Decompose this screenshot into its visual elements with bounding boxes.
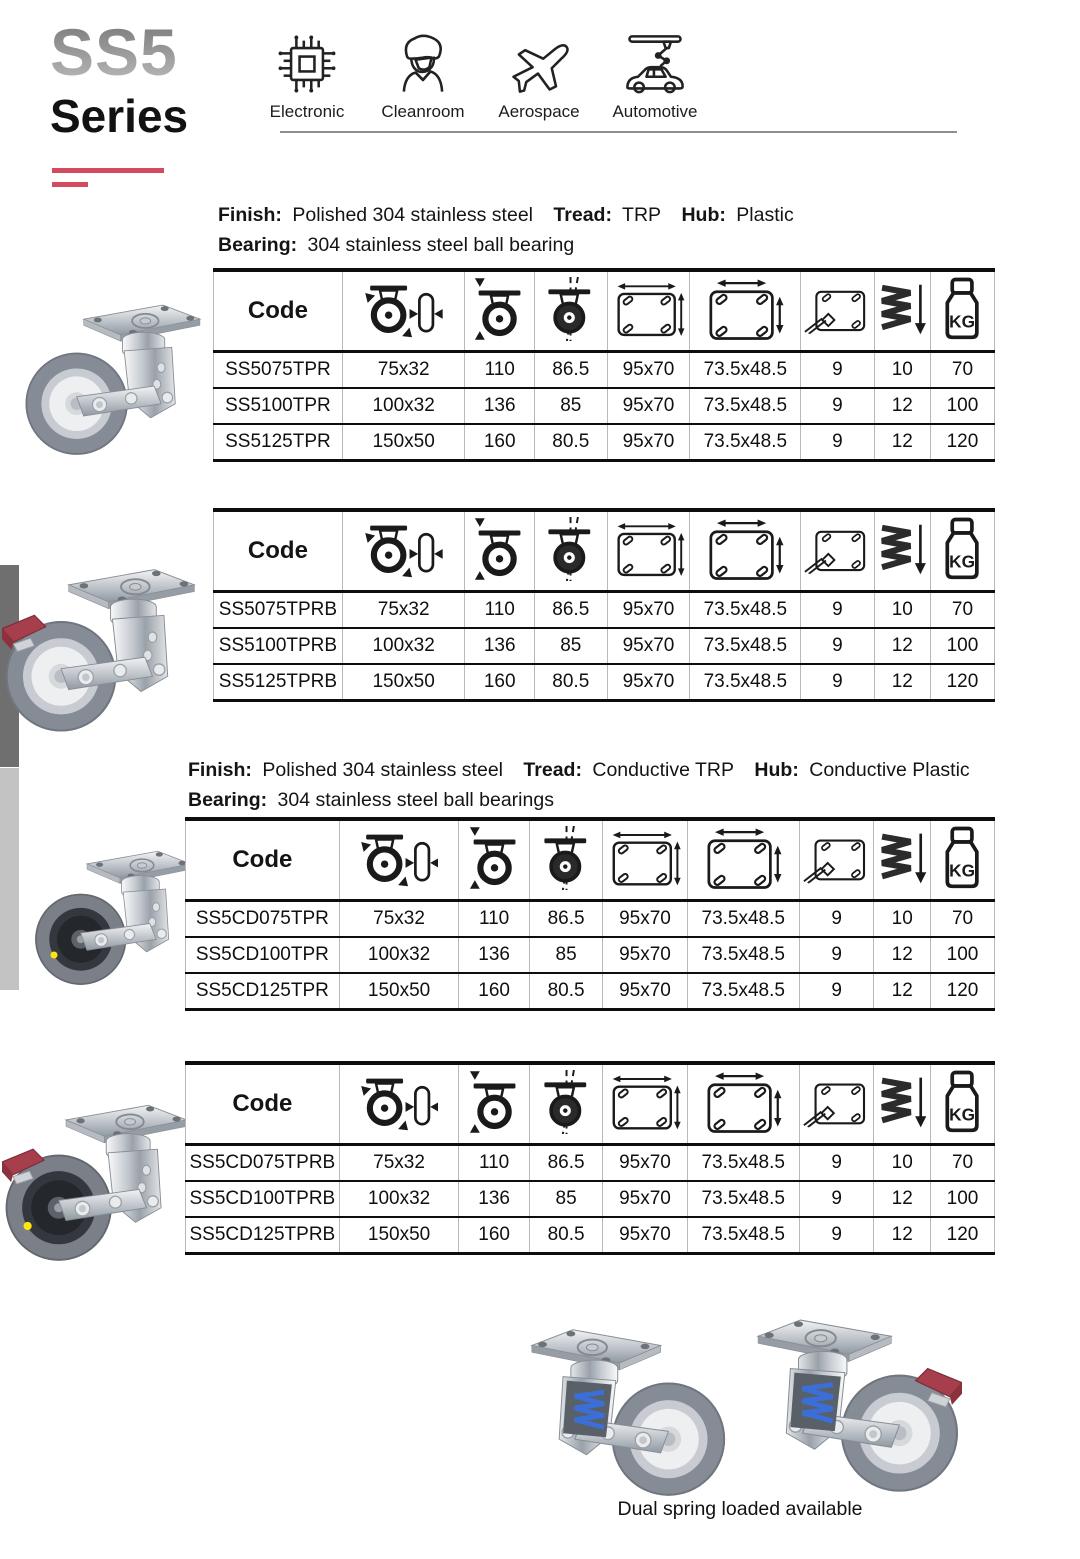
spec-table-standard-swivel: [213, 268, 995, 462]
spring-deflection-icon: [874, 270, 930, 352]
value-cell: 73.5x48.5: [687, 901, 799, 938]
plate-size-icon: [607, 510, 690, 592]
load-capacity-kg-icon: [931, 1063, 995, 1145]
table-header-row: [214, 510, 995, 592]
value-cell: 73.5x48.5: [687, 1145, 799, 1182]
value-cell: 10: [874, 1145, 931, 1182]
caster-photo-dual-spring-brake: [750, 1312, 962, 1499]
spec-line-1: [218, 200, 799, 230]
value-cell: 9: [799, 937, 873, 973]
table-row: [186, 1181, 995, 1217]
code-cell: SS5075TPRB: [214, 592, 343, 629]
wheel-diameter-width-icon: [339, 1063, 459, 1145]
value-cell: 12: [874, 1217, 931, 1254]
spec-line-1: [188, 755, 975, 785]
value-cell: 73.5x48.5: [687, 1217, 799, 1254]
section1-spec-text: [218, 200, 799, 260]
code-header: Code: [214, 510, 343, 592]
application-label: Electronic: [269, 102, 345, 121]
bolt-hole-spacing-icon: [690, 270, 801, 352]
value-cell: 10: [874, 901, 931, 938]
table-header-row: [186, 1063, 995, 1145]
hub-label: Hub:: [754, 759, 799, 781]
table-row: [214, 424, 995, 461]
wheel-diameter-width-icon: [339, 819, 459, 901]
bolt-hole-spacing-icon: [687, 1063, 799, 1145]
value-cell: 73.5x48.5: [687, 937, 799, 973]
value-cell: 160: [465, 424, 535, 461]
application-label: Aerospace: [498, 102, 580, 121]
table-row: [186, 1217, 995, 1254]
table-row: [186, 937, 995, 973]
cleanroom-worker-icon: [389, 28, 457, 100]
code-header: Code: [186, 819, 340, 901]
caster-photo-conductive-brake: [2, 1098, 194, 1267]
value-cell: 100x32: [339, 937, 459, 973]
finish-label: Finish:: [188, 759, 252, 781]
hub-value: Plastic: [736, 204, 794, 226]
mounting-height-icon: [465, 510, 535, 592]
table-body: [214, 592, 995, 701]
code-cell: SS5CD100TPRB: [186, 1181, 340, 1217]
spec-table-conductive-swivel: [185, 817, 995, 1011]
wheel-diameter-width-icon: [342, 510, 465, 592]
value-cell: 9: [801, 352, 874, 389]
value-cell: 95x70: [607, 352, 690, 389]
value-cell: 9: [801, 388, 874, 424]
value-cell: 12: [874, 664, 930, 701]
code-cell: SS5100TPR: [214, 388, 343, 424]
value-cell: 95x70: [607, 388, 690, 424]
value-cell: 160: [465, 664, 535, 701]
value-cell: 86.5: [529, 1145, 603, 1182]
value-cell: 150x50: [342, 424, 465, 461]
value-cell: 120: [930, 424, 994, 461]
finish-value: Polished 304 stainless steel: [262, 759, 503, 781]
spring-deflection-icon: [874, 510, 930, 592]
code-header: Code: [186, 1063, 340, 1145]
value-cell: 86.5: [534, 592, 607, 629]
value-cell: 9: [799, 1145, 873, 1182]
value-cell: 80.5: [529, 973, 603, 1010]
value-cell: 95x70: [607, 628, 690, 664]
value-cell: 100: [931, 1181, 995, 1217]
side-bar-light: [0, 768, 19, 990]
application-cleanroom: [372, 28, 474, 122]
value-cell: 80.5: [534, 664, 607, 701]
value-cell: 9: [801, 592, 874, 629]
caster-photo-dual-spring: [524, 1322, 729, 1503]
value-cell: 9: [799, 973, 873, 1010]
value-cell: 73.5x48.5: [690, 388, 801, 424]
code-cell: SS5075TPR: [214, 352, 343, 389]
value-cell: 85: [529, 1181, 603, 1217]
table-row: [186, 973, 995, 1010]
value-cell: 136: [459, 1181, 529, 1217]
table-row: [214, 664, 995, 701]
code-header: Code: [214, 270, 343, 352]
value-cell: 110: [465, 352, 535, 389]
caster-photo-swivel: [22, 298, 207, 461]
value-cell: 12: [874, 388, 930, 424]
bearing-label: Bearing:: [188, 789, 268, 811]
value-cell: 95x70: [603, 901, 687, 938]
load-capacity-kg-icon: [931, 819, 995, 901]
table-row: [186, 901, 995, 938]
value-cell: 75x32: [339, 1145, 459, 1182]
bolt-hole-diameter-icon: [801, 510, 874, 592]
value-cell: 9: [801, 664, 874, 701]
value-cell: 100: [930, 628, 994, 664]
value-cell: 9: [801, 628, 874, 664]
value-cell: 80.5: [529, 1217, 603, 1254]
value-cell: 70: [931, 901, 995, 938]
value-cell: 9: [799, 1217, 873, 1254]
value-cell: 86.5: [534, 352, 607, 389]
bearing-value: 304 stainless steel ball bearing: [307, 234, 575, 256]
value-cell: 160: [459, 1217, 529, 1254]
value-cell: 95x70: [603, 973, 687, 1010]
value-cell: 100x32: [342, 388, 465, 424]
value-cell: 100x32: [339, 1181, 459, 1217]
plate-size-icon: [603, 1063, 687, 1145]
spec-line-2: [188, 785, 975, 815]
value-cell: 9: [801, 424, 874, 461]
value-cell: 136: [465, 628, 535, 664]
value-cell: 12: [874, 1181, 931, 1217]
value-cell: 136: [465, 388, 535, 424]
value-cell: 73.5x48.5: [687, 973, 799, 1010]
value-cell: 70: [930, 592, 994, 629]
value-cell: 12: [874, 424, 930, 461]
finish-value: Polished 304 stainless steel: [292, 204, 533, 226]
wheel-diameter-width-icon: [342, 270, 465, 352]
code-cell: SS5CD075TPRB: [186, 1145, 340, 1182]
application-label: Cleanroom: [381, 102, 465, 121]
plate-size-icon: [607, 270, 690, 352]
value-cell: 95x70: [603, 1145, 687, 1182]
value-cell: 100: [930, 388, 994, 424]
value-cell: 86.5: [529, 901, 603, 938]
series-code: SS5: [50, 18, 250, 87]
caster-photo-conductive: [32, 845, 197, 990]
swivel-radius-icon: [534, 270, 607, 352]
value-cell: 95x70: [603, 1217, 687, 1254]
swivel-radius-icon: [529, 819, 603, 901]
value-cell: 110: [465, 592, 535, 629]
spring-deflection-icon: [874, 1063, 931, 1145]
code-cell: SS5125TPRB: [214, 664, 343, 701]
bearing-label: Bearing:: [218, 234, 298, 256]
code-cell: SS5100TPRB: [214, 628, 343, 664]
value-cell: 85: [529, 937, 603, 973]
value-cell: 12: [874, 937, 931, 973]
value-cell: 100: [931, 937, 995, 973]
bolt-hole-spacing-icon: [687, 819, 799, 901]
value-cell: 70: [930, 352, 994, 389]
table-row: [214, 352, 995, 389]
value-cell: 95x70: [603, 937, 687, 973]
mounting-height-icon: [465, 270, 535, 352]
hub-value: Conductive Plastic: [809, 759, 970, 781]
application-icons-row: [256, 28, 706, 122]
value-cell: 95x70: [607, 664, 690, 701]
table-header-row: [186, 819, 995, 901]
value-cell: 73.5x48.5: [690, 592, 801, 629]
table-row: [214, 628, 995, 664]
accent-line-long: [52, 168, 164, 173]
value-cell: 100x32: [342, 628, 465, 664]
tread-value: TRP: [622, 204, 662, 226]
value-cell: 75x32: [339, 901, 459, 938]
value-cell: 75x32: [342, 592, 465, 629]
value-cell: 10: [874, 592, 930, 629]
bolt-hole-spacing-icon: [690, 510, 801, 592]
application-aerospace: [488, 28, 590, 122]
robot-arm-car-icon: [621, 28, 689, 100]
accent-line-short: [52, 182, 88, 187]
value-cell: 120: [931, 1217, 995, 1254]
table-header-row: [214, 270, 995, 352]
value-cell: 12: [874, 628, 930, 664]
value-cell: 10: [874, 352, 930, 389]
code-cell: SS5CD075TPR: [186, 901, 340, 938]
finish-label: Finish:: [218, 204, 282, 226]
plate-size-icon: [603, 819, 687, 901]
load-capacity-kg-icon: [930, 510, 994, 592]
code-cell: SS5CD125TPRB: [186, 1217, 340, 1254]
hub-label: Hub:: [681, 204, 726, 226]
value-cell: 73.5x48.5: [690, 664, 801, 701]
code-cell: SS5125TPR: [214, 424, 343, 461]
value-cell: 95x70: [607, 424, 690, 461]
table-body: [186, 1145, 995, 1254]
bearing-value: 304 stainless steel ball bearings: [277, 789, 554, 811]
value-cell: 150x50: [339, 1217, 459, 1254]
brand-block: [50, 15, 250, 143]
value-cell: 120: [930, 664, 994, 701]
load-capacity-kg-icon: [930, 270, 994, 352]
table-row: [214, 592, 995, 629]
value-cell: 136: [459, 937, 529, 973]
swivel-radius-icon: [529, 1063, 603, 1145]
application-label: Automotive: [612, 102, 698, 121]
bolt-hole-diameter-icon: [799, 819, 873, 901]
code-cell: SS5CD125TPR: [186, 973, 340, 1010]
spec-line-2: [218, 230, 799, 260]
value-cell: 9: [799, 901, 873, 938]
code-cell: SS5CD100TPR: [186, 937, 340, 973]
swivel-radius-icon: [534, 510, 607, 592]
table-body: [186, 901, 995, 1010]
value-cell: 75x32: [342, 352, 465, 389]
value-cell: 85: [534, 388, 607, 424]
tread-label: Tread:: [553, 204, 612, 226]
application-automotive: [604, 28, 706, 122]
value-cell: 95x70: [607, 592, 690, 629]
value-cell: 160: [459, 973, 529, 1010]
dual-spring-caption: Dual spring loaded available: [617, 1498, 863, 1520]
tread-value: Conductive TRP: [592, 759, 734, 781]
value-cell: 85: [534, 628, 607, 664]
value-cell: 9: [799, 1181, 873, 1217]
section2-spec-text: [188, 755, 975, 815]
bolt-hole-diameter-icon: [799, 1063, 873, 1145]
series-label: Series: [50, 90, 189, 143]
bolt-hole-diameter-icon: [801, 270, 874, 352]
circuit-chip-icon: [273, 28, 341, 100]
mounting-height-icon: [459, 1063, 529, 1145]
value-cell: 70: [931, 1145, 995, 1182]
value-cell: 73.5x48.5: [690, 352, 801, 389]
spec-table-standard-brake: [213, 508, 995, 702]
table-row: [186, 1145, 995, 1182]
application-electronic: [256, 28, 358, 122]
table-body: [214, 352, 995, 461]
tread-label: Tread:: [523, 759, 582, 781]
spec-table-conductive-brake: [185, 1061, 995, 1255]
value-cell: 150x50: [342, 664, 465, 701]
value-cell: 73.5x48.5: [687, 1181, 799, 1217]
value-cell: 150x50: [339, 973, 459, 1010]
airplane-icon: [505, 28, 573, 100]
mounting-height-icon: [459, 819, 529, 901]
spring-deflection-icon: [874, 819, 931, 901]
header-divider-line: [280, 131, 957, 133]
value-cell: 95x70: [603, 1181, 687, 1217]
value-cell: 73.5x48.5: [690, 424, 801, 461]
value-cell: 80.5: [534, 424, 607, 461]
caster-photo-swivel-brake: [2, 562, 202, 738]
value-cell: 110: [459, 901, 529, 938]
value-cell: 73.5x48.5: [690, 628, 801, 664]
table-row: [214, 388, 995, 424]
value-cell: 12: [874, 973, 931, 1010]
value-cell: 120: [931, 973, 995, 1010]
value-cell: 110: [459, 1145, 529, 1182]
